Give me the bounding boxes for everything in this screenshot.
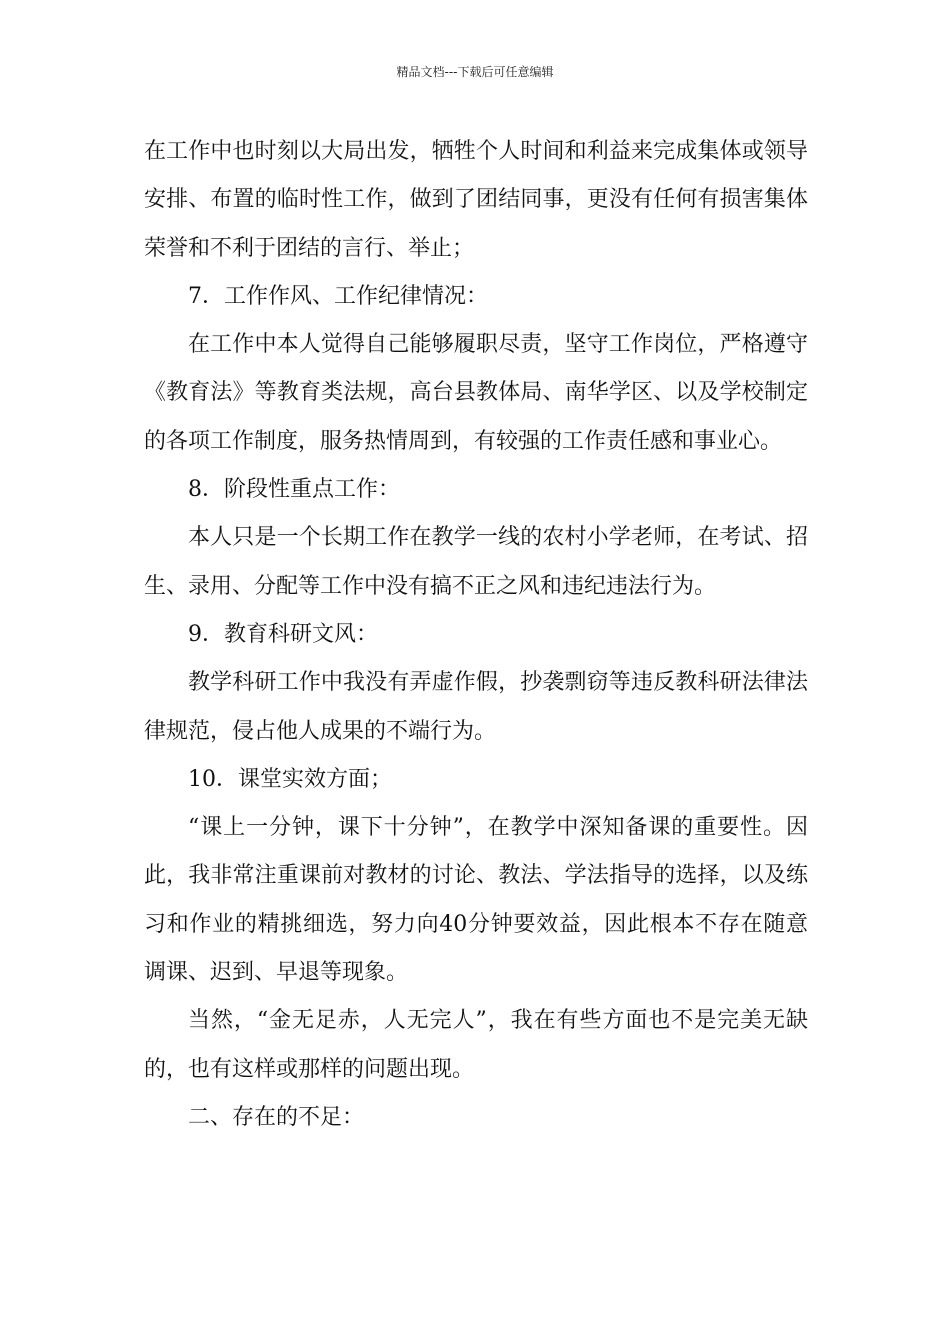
paragraph-key-work: 本人只是一个长期工作在教学一线的农村小学老师，在考试、招生、录用、分配等工作中没有搞不正之风和违纪违法行为。 — [144, 525, 808, 599]
paragraph-classroom: “课上一分钟，课下十分钟”，在教学中深知备课的重要性。因此，我非常注重课前对教材的讨论、教法、学法指导的选择，以及练习和作业的精挑细选，努力向40分钟要效益，因此根本不存在随意调课、迟到、早退等现象。 — [144, 815, 808, 986]
heading-classroom: 10．课堂实效方面； — [188, 766, 392, 792]
heading-shortcomings: 二、存在的不足： — [188, 1104, 365, 1130]
paragraph-teamwork: 在工作中也时刻以大局出发，牺牲个人时间和利益来完成集体或领导安排、布置的临时性工作，做到了团结同事，更没有任何有损害集体荣誉和不利于团结的言行、举止； — [144, 139, 808, 261]
heading-research: 9．教育科研文风： — [188, 621, 378, 647]
heading-key-work: 8．阶段性重点工作： — [188, 477, 400, 503]
paragraph-imperfection: 当然，“金无足赤，人无完人”，我在有些方面也不是完美无缺的，也有这样或那样的问题出现。 — [144, 1008, 808, 1082]
paragraph-research: 教学科研工作中我没有弄虚作假，抄袭剽窃等违反教科研法律法律规范，侵占他人成果的不端行为。 — [144, 670, 808, 744]
page-header: 精品文档---下载后可任意编辑 — [396, 65, 554, 79]
document-body — [144, 128, 808, 1142]
heading-work-style: 7．工作作风、工作纪律情况： — [188, 283, 488, 309]
paragraph-work-style: 在工作中本人觉得自己能够履职尽责，坚守工作岗位，严格遵守《教育法》等教育类法规，高台县教体局、南华学区、以及学校制定的各项工作制度，服务热情周到，有较强的工作责任感和事业心。 — [144, 332, 808, 454]
